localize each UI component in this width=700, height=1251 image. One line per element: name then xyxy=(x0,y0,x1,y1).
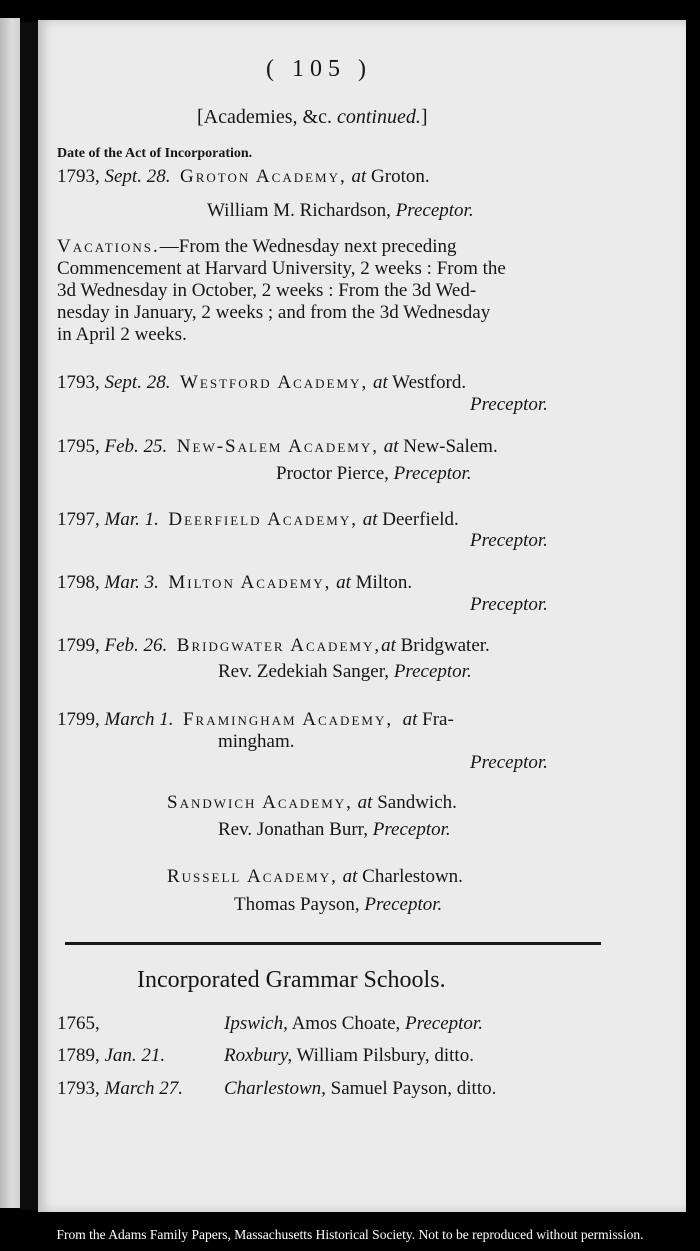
preceptor-name: Rev. Zedekiah Sanger, xyxy=(218,661,390,682)
running-head-text: [Academies, &c. xyxy=(197,106,332,128)
preceptor-westford-title: Preceptor. xyxy=(470,394,548,415)
grammar-row-roxbury xyxy=(57,1045,165,1067)
academy-name: Deerfield Academy, xyxy=(168,509,358,530)
entry-date-italic: Mar. 1. xyxy=(104,509,159,530)
vacations-line-2: Commencement at Harvard University, 2 weeks : From the xyxy=(57,258,506,279)
academy-name: Sandwich Academy, xyxy=(167,792,353,813)
entry-place: Deerfield. xyxy=(382,509,459,530)
entry-sandwich xyxy=(167,792,457,814)
book-spine xyxy=(20,22,38,1210)
entry-date: 1799, xyxy=(57,709,100,730)
entry-place: New-Salem. xyxy=(403,436,498,457)
entry-at: at xyxy=(351,166,367,187)
entry-bridgwater xyxy=(57,635,490,657)
entry-new-salem xyxy=(57,436,498,458)
grammar-row-charlestown-detail xyxy=(224,1078,496,1100)
entry-date: 1799, xyxy=(57,635,100,656)
grammar-role: Preceptor. xyxy=(405,1013,483,1034)
entry-date-italic: Sept. 28. xyxy=(104,166,171,187)
preceptor-russell xyxy=(234,894,442,916)
preceptor-milton-title: Preceptor. xyxy=(470,594,548,615)
academy-name: Russell Academy, xyxy=(167,866,338,887)
academy-name: Westford Academy, xyxy=(179,372,369,393)
entry-at: at xyxy=(402,709,418,730)
running-head-close: ] xyxy=(420,106,428,128)
running-head xyxy=(197,106,428,128)
preceptor-sandwich xyxy=(218,819,451,841)
entry-date: 1798, xyxy=(57,572,100,593)
entry-place: Westford. xyxy=(392,372,467,393)
page-number: ( 105 ) xyxy=(266,56,372,82)
entry-at: at xyxy=(342,866,358,887)
academy-name: Bridgwater Academy, xyxy=(176,635,382,656)
grammar-row-roxbury-detail xyxy=(224,1045,474,1067)
entry-date: 1793, xyxy=(57,372,100,393)
grammar-row-charlestown xyxy=(57,1078,183,1100)
entry-date-italic: Sept. 28. xyxy=(104,372,171,393)
copyright-footer: From the Adams Family Papers, Massachusetts Historical Society. Not to be reproduced without permission. xyxy=(56,1227,644,1242)
entry-date-italic: March 1. xyxy=(104,709,174,730)
column-caption: Date of the Act of Incorporation. xyxy=(57,146,253,161)
entry-at: at xyxy=(383,436,399,457)
entry-place: Bridgwater. xyxy=(400,635,490,656)
entry-at: at xyxy=(336,572,351,593)
left-page-edge xyxy=(0,18,20,1208)
entry-at: at xyxy=(357,792,373,813)
entry-milton xyxy=(57,572,412,594)
vacations-line-5: in April 2 weeks. xyxy=(57,324,187,345)
grammar-place: Roxbury, xyxy=(224,1045,293,1066)
grammar-date: 1765, xyxy=(57,1013,100,1034)
entry-date-italic: Feb. 26. xyxy=(104,635,168,656)
grammar-row-ipswich xyxy=(57,1013,100,1035)
academy-name: Milton Academy, xyxy=(168,572,332,593)
preceptor-name: Thomas Payson, xyxy=(234,894,360,915)
grammar-preceptor: William Pilsbury, ditto. xyxy=(296,1045,474,1066)
entry-date: 1795, xyxy=(57,436,100,457)
grammar-date: 1793, xyxy=(57,1078,100,1099)
entry-date-italic: Feb. 25. xyxy=(104,436,168,457)
entry-westford xyxy=(57,372,466,394)
entry-framingham xyxy=(57,709,454,731)
entry-at: at xyxy=(372,372,388,393)
grammar-date-italic: March 27. xyxy=(104,1078,183,1099)
grammar-row-ipswich-detail xyxy=(224,1013,483,1035)
preceptor-title: Preceptor. xyxy=(395,200,474,221)
entry-framingham-cont: mingham. xyxy=(218,731,295,752)
entry-deerfield xyxy=(57,509,459,531)
entry-groton xyxy=(57,166,430,188)
entry-at: at xyxy=(362,509,378,530)
entry-date: 1797, xyxy=(57,509,100,530)
entry-at: at xyxy=(381,635,396,656)
section-divider xyxy=(65,942,601,945)
preceptor-name: Rev. Jonathan Burr, xyxy=(218,819,368,840)
preceptor-name: Proctor Pierce, xyxy=(276,463,389,484)
grammar-date: 1789, xyxy=(57,1045,100,1066)
entry-date-italic: Mar. 3. xyxy=(104,572,159,593)
entry-place: Sandwich. xyxy=(377,792,457,813)
entry-place: Groton. xyxy=(371,166,430,187)
entry-russell xyxy=(167,866,463,888)
preceptor-framingham-title: Preceptor. xyxy=(470,752,548,773)
preceptor-bridgwater xyxy=(218,661,472,683)
preceptor-title: Preceptor. xyxy=(393,661,472,682)
preceptor-name: William M. Richardson, xyxy=(207,200,391,221)
vacations-line-3: 3d Wednesday in October, 2 weeks : From the 3d Wed- xyxy=(57,280,477,301)
preceptor-new-salem xyxy=(276,463,472,485)
preceptor-title: Preceptor. xyxy=(372,819,451,840)
grammar-place: Charlestown, xyxy=(224,1078,326,1099)
academy-name: Framingham Academy, xyxy=(182,709,394,730)
entry-place: Fra- xyxy=(422,709,454,730)
grammar-schools-heading: Incorporated Grammar Schools. xyxy=(137,967,446,993)
grammar-preceptor: Amos Choate, xyxy=(291,1013,401,1034)
vacations-text: —From the Wednesday next preceding xyxy=(159,236,457,257)
grammar-preceptor: Samuel Payson, ditto. xyxy=(330,1078,497,1099)
vacations-lead: Vacations. xyxy=(57,236,160,257)
preceptor-deerfield-title: Preceptor. xyxy=(470,530,548,551)
preceptor-groton xyxy=(207,200,474,222)
vacations-line-4: nesday in January, 2 weeks ; and from the 3d Wednesday xyxy=(57,302,491,323)
academy-name: New-Salem Academy, xyxy=(176,436,379,457)
preceptor-title: Preceptor. xyxy=(393,463,472,484)
grammar-place: Ipswich, xyxy=(224,1013,288,1034)
entry-place: Charlestown. xyxy=(362,866,463,887)
vacations-line-1 xyxy=(57,236,457,258)
grammar-date-italic: Jan. 21. xyxy=(104,1045,166,1066)
entry-date: 1793, xyxy=(57,166,100,187)
running-head-italic: continued. xyxy=(336,106,421,128)
academy-name: Groton Academy, xyxy=(179,166,347,187)
entry-place: Milton. xyxy=(355,572,413,593)
preceptor-title: Preceptor. xyxy=(364,894,443,915)
